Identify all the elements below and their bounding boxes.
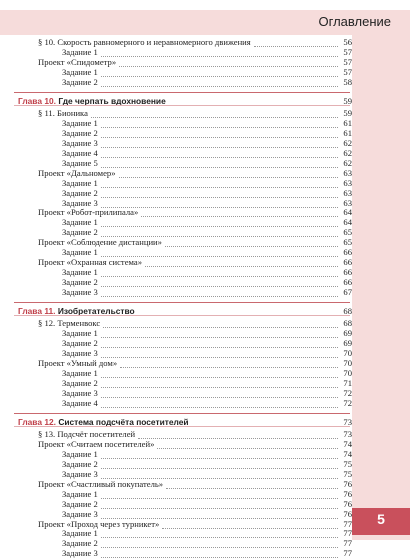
leader-dots xyxy=(101,77,338,87)
toc-row xyxy=(0,77,410,88)
toc-page-number: 56 xyxy=(343,37,352,47)
leader-dots xyxy=(254,37,338,47)
toc-page-number: 76 xyxy=(343,478,352,489)
page-header-title: Оглавление xyxy=(318,14,391,29)
leader-dots xyxy=(119,168,338,178)
chapter-underline xyxy=(14,426,350,427)
toc-entry-label: Задание 2 xyxy=(62,377,98,388)
toc-entry-label: § 13. Подсчёт посетителей xyxy=(38,429,136,440)
leader-dots xyxy=(101,128,338,138)
leader-dots xyxy=(101,509,338,519)
leader-dots xyxy=(101,528,338,538)
leader-dots xyxy=(91,108,338,118)
toc-entry-label: § 11. Бионика xyxy=(38,108,88,119)
leader-dots xyxy=(101,118,338,128)
chapter-underline xyxy=(14,105,350,106)
toc-page-number: 77 xyxy=(343,518,352,529)
toc-page-number: 66 xyxy=(343,247,352,257)
page-number: 5 xyxy=(377,511,385,527)
chapter-title: Система подсчёта посетителей xyxy=(58,416,189,427)
toc-page-number: 57 xyxy=(343,56,352,67)
toc-row xyxy=(0,398,410,409)
toc-entry-label: § 10. Скорость равномерного и неравномерного движения xyxy=(38,37,251,47)
toc-page-number: 65 xyxy=(343,227,352,238)
toc-page-number: 64 xyxy=(343,207,352,218)
chapter-number: Глава 11. xyxy=(18,305,56,316)
toc-page-number: 61 xyxy=(343,118,352,129)
toc-page-number: 59 xyxy=(343,95,352,106)
toc-entry-label: Задание 3 xyxy=(62,469,98,479)
toc-entry-label: Задание 2 xyxy=(62,227,98,238)
toc-entry-label: Задание 1 xyxy=(62,266,98,277)
toc-entry-label: Задание 2 xyxy=(62,76,98,87)
leader-dots xyxy=(101,188,338,198)
toc-entry-label: Задание 3 xyxy=(62,197,98,208)
toc-entry-label: Задание 3 xyxy=(62,508,98,519)
toc-entry-label: Задание 2 xyxy=(62,538,98,549)
chapter-underline xyxy=(14,315,350,316)
leader-dots xyxy=(101,217,338,227)
toc-row xyxy=(0,548,410,559)
leader-dots xyxy=(101,538,338,548)
toc-entry-label: Проект «Робот-прилипала» xyxy=(38,207,139,218)
toc-entry-label: Задание 1 xyxy=(62,177,98,188)
toc-page-number: 65 xyxy=(343,237,352,248)
leader-dots xyxy=(101,158,338,168)
toc-entry-label: Задание 2 xyxy=(62,338,98,349)
toc-page-number: 70 xyxy=(343,367,352,378)
toc-entry-label: Проект «Считаем посетителей» xyxy=(38,439,155,450)
toc-page-number: 67 xyxy=(343,286,352,297)
leader-dots xyxy=(169,96,338,106)
leader-dots xyxy=(101,198,338,208)
toc-page-number: 70 xyxy=(343,348,352,359)
toc-page-number: 74 xyxy=(343,439,352,450)
leader-dots xyxy=(101,338,338,348)
leader-dots xyxy=(101,328,338,338)
toc-page-number: 74 xyxy=(343,449,352,460)
toc-entry-label: § 12. Терменвокс xyxy=(38,318,101,329)
leader-dots xyxy=(101,148,338,158)
toc-entry-label: Проект «Дальномер» xyxy=(38,167,116,178)
toc-entry-label: Проект «Проход через турникет» xyxy=(38,518,160,529)
leader-dots xyxy=(101,227,338,237)
leader-dots xyxy=(101,247,338,257)
leader-dots xyxy=(101,267,338,277)
toc-page-number: 63 xyxy=(343,167,352,178)
leader-dots xyxy=(101,388,338,398)
toc-entry-label: Задание 1 xyxy=(62,118,98,129)
toc-page-number: 70 xyxy=(343,358,352,368)
toc-page-number: 59 xyxy=(343,108,352,119)
toc-page-number: 72 xyxy=(343,387,352,398)
leader-dots xyxy=(141,207,338,217)
leader-dots xyxy=(101,277,338,287)
leader-dots xyxy=(145,257,338,267)
toc-entry-label: Задание 2 xyxy=(62,498,98,509)
toc-page-number: 63 xyxy=(343,197,352,208)
leader-dots xyxy=(192,417,338,427)
toc-entry-label: Задание 1 xyxy=(62,528,98,539)
toc-page-number: 63 xyxy=(343,177,352,188)
chapter-title: Изобретательство xyxy=(57,305,135,316)
toc-entry-label: Задание 5 xyxy=(62,157,98,168)
leader-dots xyxy=(101,348,338,358)
toc-page-number: 57 xyxy=(343,66,352,77)
toc-page-number: 76 xyxy=(343,488,352,499)
leader-dots xyxy=(101,178,338,188)
toc-entry-label: Задание 3 xyxy=(62,348,98,359)
toc-entry-label: Задание 1 xyxy=(62,217,98,228)
toc-page-number: 77 xyxy=(343,528,352,539)
toc-entry-label: Задание 2 xyxy=(62,187,98,198)
toc-entry-label: Задание 1 xyxy=(62,488,98,499)
leader-dots xyxy=(101,138,338,148)
leader-dots xyxy=(101,368,338,378)
toc-page-number: 64 xyxy=(343,217,352,228)
toc-entry-label: Проект «Соблюдение дистанции» xyxy=(38,237,162,248)
leader-dots xyxy=(101,287,338,297)
leader-dots xyxy=(162,519,338,529)
leader-dots xyxy=(101,469,338,479)
leader-dots xyxy=(101,47,338,57)
toc-entry-label: Задание 3 xyxy=(62,286,98,297)
toc-page-number: 69 xyxy=(343,328,352,339)
toc-page-number: 75 xyxy=(343,469,352,479)
leader-dots xyxy=(165,237,338,247)
leader-dots xyxy=(119,57,338,67)
leader-dots xyxy=(101,398,338,408)
leader-dots xyxy=(101,548,338,558)
toc-page-number: 57 xyxy=(343,46,352,57)
toc-page-number: 62 xyxy=(343,157,352,168)
chapter-rule xyxy=(14,302,350,303)
toc-entry-label: Задание 2 xyxy=(62,276,98,287)
toc-entry-label: Задание 4 xyxy=(62,397,98,408)
leader-dots xyxy=(101,67,338,77)
toc-page-number: 73 xyxy=(343,429,352,440)
toc-entry-label: Задание 1 xyxy=(62,328,98,339)
toc-page-number: 69 xyxy=(343,338,352,349)
chapter-number: Глава 10. xyxy=(18,95,56,106)
toc-entry-label: Задание 3 xyxy=(62,138,98,149)
leader-dots xyxy=(101,489,338,499)
toc-page-number: 62 xyxy=(343,138,352,149)
toc-page-number: 73 xyxy=(343,416,352,427)
toc-page-number: 66 xyxy=(343,256,352,267)
toc-page-number: 75 xyxy=(343,459,352,470)
toc-page-number: 68 xyxy=(343,318,352,329)
toc-entry-label: Задание 1 xyxy=(62,367,98,378)
toc-page-number: 62 xyxy=(343,148,352,158)
leader-dots xyxy=(101,449,338,459)
toc-entry-label: Задание 1 xyxy=(62,449,98,460)
leader-dots xyxy=(101,499,338,509)
toc-page-number: 77 xyxy=(343,548,352,559)
toc-page-number: 76 xyxy=(343,508,352,519)
leader-dots xyxy=(101,378,338,388)
leader-dots xyxy=(157,439,338,449)
toc-entry-label: Задание 2 xyxy=(62,128,98,139)
leader-dots xyxy=(166,479,338,489)
toc-entry-label: Задание 3 xyxy=(62,387,98,398)
leader-dots xyxy=(138,306,338,316)
leader-dots xyxy=(103,318,338,328)
toc-page-number: 63 xyxy=(343,187,352,198)
toc-page-number: 68 xyxy=(343,305,352,316)
toc-entry-label: Задание 3 xyxy=(62,548,98,559)
toc-row xyxy=(0,287,410,298)
leader-dots xyxy=(120,358,338,368)
leader-dots xyxy=(138,429,338,439)
toc-page-number: 71 xyxy=(343,377,352,388)
toc-page-number: 61 xyxy=(343,128,352,139)
chapter-number: Глава 12. xyxy=(18,416,56,427)
toc-entry-label: Задание 1 xyxy=(62,46,98,57)
toc-page-number: 77 xyxy=(343,538,352,549)
toc-page-number: 72 xyxy=(343,397,352,408)
toc-entry-label: Проект «Умный дом» xyxy=(38,358,118,368)
toc-page-number: 58 xyxy=(343,76,352,87)
toc-entry-label: Проект «Охранная система» xyxy=(38,256,142,267)
toc-entry-label: Проект «Спидометр» xyxy=(38,56,117,67)
toc-entry-label: Задание 1 xyxy=(62,247,98,257)
toc-page-number: 76 xyxy=(343,498,352,509)
chapter-rule xyxy=(14,92,350,93)
chapter-title: Где черпать вдохновение xyxy=(58,95,166,106)
toc-page-number: 66 xyxy=(343,266,352,277)
toc-entry-label: Задание 1 xyxy=(62,66,98,77)
toc-entry-label: Задание 2 xyxy=(62,459,98,470)
leader-dots xyxy=(101,459,338,469)
toc-entry-label: Задание 4 xyxy=(62,148,98,158)
toc-entry-label: Проект «Счастливый покупатель» xyxy=(38,478,164,489)
toc-page-number: 66 xyxy=(343,276,352,287)
chapter-rule xyxy=(14,413,350,414)
